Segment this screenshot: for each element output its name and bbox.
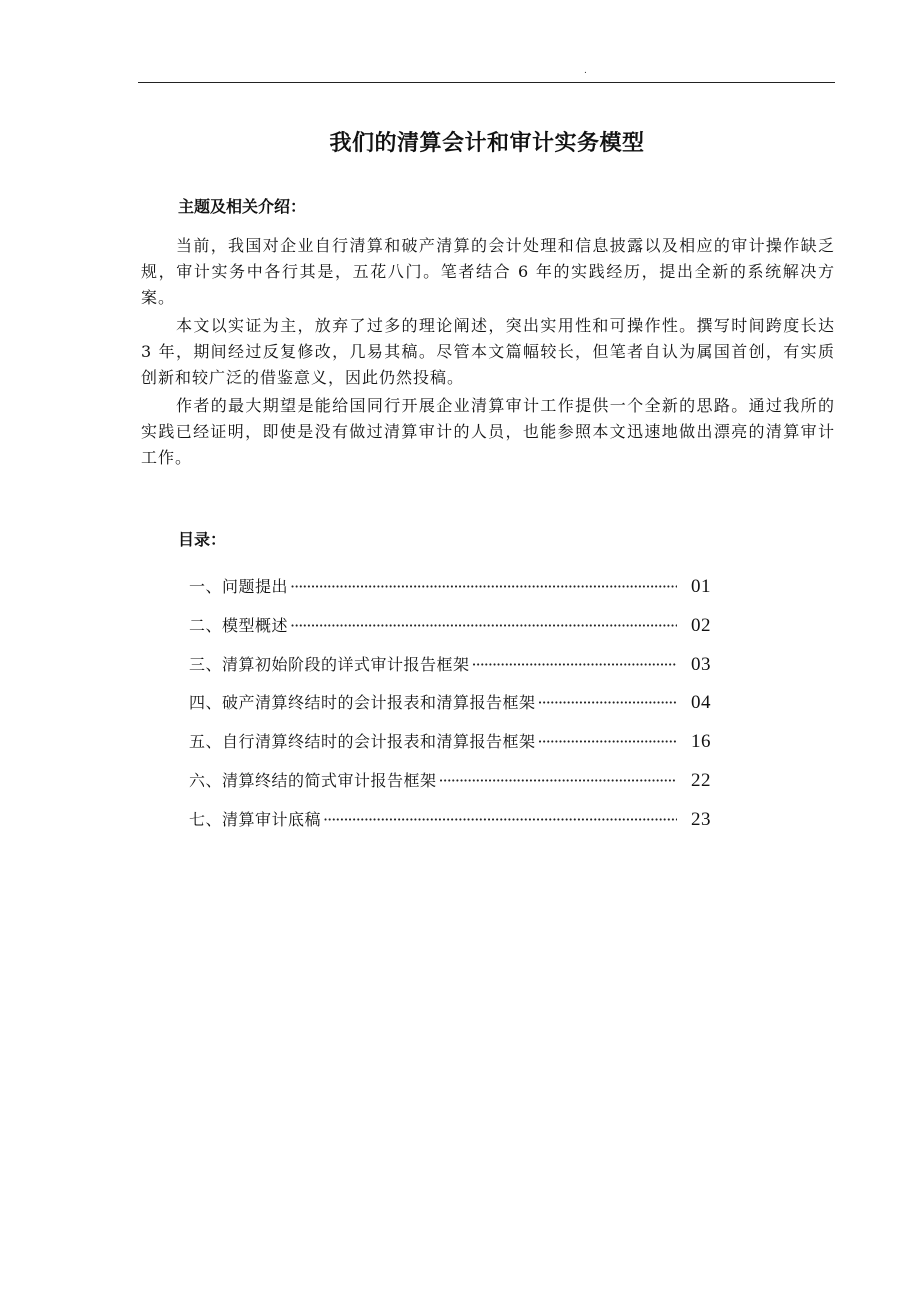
toc-entry-label: 二、模型概述 bbox=[189, 615, 289, 635]
toc-dot-leader bbox=[472, 655, 677, 674]
toc-entry[interactable] bbox=[189, 768, 731, 807]
toc-entry[interactable] bbox=[189, 690, 731, 729]
toc-entry[interactable] bbox=[189, 729, 731, 768]
intro-paragraph: 本文以实证为主，放弃了过多的理论阐述，突出实用性和可操作性。撰写时间跨度长达 3 年，期间经过反复修改，几易其稿。尽管本文篇幅较长，但笔者自认为属国首创，有实质创新和较广泛的借鉴意义，因此仍然投稿。 bbox=[141, 316, 835, 387]
toc-entry-label: 七、清算审计底稿 bbox=[189, 809, 322, 829]
header-mark: . bbox=[584, 66, 587, 76]
toc-entry-page: 23 bbox=[691, 808, 711, 830]
toc-entry-label: 四、破产清算终结时的会计报表和清算报告框架 bbox=[189, 693, 536, 713]
toc-entry[interactable] bbox=[189, 613, 731, 652]
toc-entry-page: 01 bbox=[691, 576, 711, 597]
toc-entry[interactable] bbox=[189, 574, 731, 613]
header-rule bbox=[138, 82, 835, 83]
toc-dot-leader bbox=[439, 771, 677, 790]
toc-entry-page: 03 bbox=[691, 653, 711, 675]
toc-entry-label: 五、自行清算终结时的会计报表和清算报告框架 bbox=[189, 732, 536, 752]
toc-entry-page: 04 bbox=[691, 692, 711, 714]
intro-body bbox=[141, 233, 835, 473]
intro-paragraph: 作者的最大期望是能给国同行开展企业清算审计工作提供一个全新的思路。通过我所的实践已经证明，即使是没有做过清算审计的人员，也能参照本文迅速地做出漂亮的清算审计工作。 bbox=[141, 396, 835, 467]
toc-dot-leader bbox=[538, 693, 677, 712]
toc-entry-label: 六、清算终结的简式审计报告框架 bbox=[189, 770, 437, 790]
toc-entry-page: 02 bbox=[691, 614, 711, 636]
intro-heading: 主题及相关介绍： bbox=[178, 197, 307, 216]
toc-entry[interactable] bbox=[189, 807, 731, 846]
toc-entry-page: 16 bbox=[691, 731, 711, 753]
toc-dot-leader bbox=[538, 732, 677, 751]
toc-dot-leader bbox=[323, 810, 677, 829]
toc-entry-label: 三、清算初始阶段的详式审计报告框架 bbox=[189, 654, 470, 674]
toc-entry[interactable] bbox=[189, 652, 731, 691]
toc-heading: 目录： bbox=[178, 530, 227, 549]
table-of-contents bbox=[189, 574, 731, 846]
toc-entry-label: 一、问题提出 bbox=[189, 577, 289, 596]
document-title: 我们的清算会计和审计实务模型 bbox=[329, 130, 645, 156]
intro-paragraph: 当前，我国对企业自行清算和破产清算的会计处理和信息披露以及相应的审计操作缺乏规，审计实务中各行其是，五花八门。笔者结合 6 年的实践经历，提出全新的系统解决方案。 bbox=[141, 236, 835, 307]
toc-dot-leader bbox=[290, 616, 677, 635]
toc-entry-page: 22 bbox=[691, 769, 711, 791]
toc-dot-leader bbox=[290, 577, 677, 596]
